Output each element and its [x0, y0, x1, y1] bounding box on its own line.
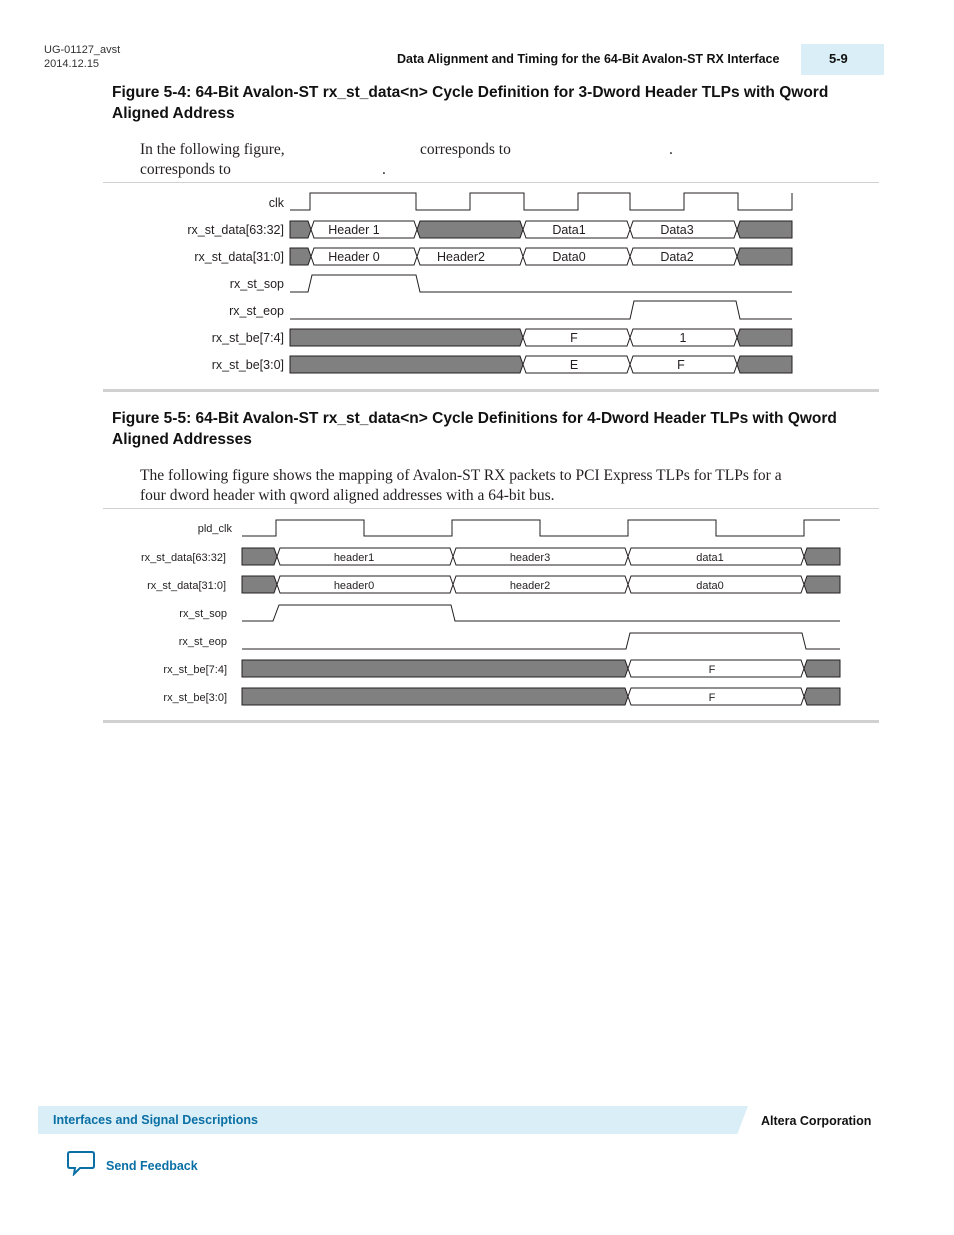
- fig1-signal-eop: rx_st_eop: [229, 304, 284, 318]
- figure-5-4-title-line2: Aligned Address: [112, 105, 235, 122]
- feedback-bubble-icon: [66, 1150, 96, 1181]
- fig1-signal-data-lo: rx_st_data[31:0]: [194, 250, 284, 264]
- fig1-signal-be-lo: rx_st_be[3:0]: [211, 358, 284, 372]
- figure-5-4-bottom-rule: [103, 389, 879, 392]
- fig2-signal-be-hi: rx_st_be[7:4]: [163, 664, 227, 676]
- pld-clk-waveform: [242, 520, 840, 536]
- fig2-data-hi-value: header3: [509, 552, 551, 564]
- sop-waveform: [290, 275, 792, 292]
- fig2-signal-sop: rx_st_sop: [179, 608, 227, 620]
- clk-waveform: [290, 193, 792, 210]
- fig2-data-lo-value: header2: [509, 580, 551, 592]
- figure-5-5-bottom-rule: [103, 720, 879, 723]
- footer-company: Altera Corporation: [761, 1114, 872, 1128]
- figure-5-4-intro-line2-b: .: [382, 161, 386, 178]
- send-feedback-label: Send Feedback: [106, 1158, 198, 1173]
- fig2-signal-data-lo: rx_st_data[31:0]: [147, 580, 226, 592]
- page-number: 5-9: [829, 51, 848, 66]
- eop-waveform: [290, 301, 792, 319]
- fig2-signal-pld-clk: pld_clk: [197, 523, 232, 535]
- fig1-data-hi-value: Data1: [552, 223, 586, 237]
- footer-section-link[interactable]: Interfaces and Signal Descriptions: [53, 1113, 258, 1127]
- fig1-be-hi-bus: [290, 329, 792, 346]
- fig2-data-lo-value: data0: [696, 580, 724, 592]
- fig1-data-lo-value: Data2: [660, 250, 694, 264]
- figure-5-4-timing-diagram: [0, 0, 954, 400]
- fig1-signal-clk: clk: [268, 196, 284, 210]
- fig2-data-hi-value: data1: [696, 552, 724, 564]
- fig1-be-lo-value: E: [569, 358, 579, 372]
- fig1-data-hi-value: Data3: [660, 223, 694, 237]
- fig2-signal-eop: rx_st_eop: [178, 636, 227, 648]
- figure-5-5-title-line1: Figure 5-5: 64-Bit Avalon-ST rx_st_data<n> Cycle Definitions for 4-Dword Header TLPs with Qword: [112, 410, 837, 427]
- fig1-be-hi-value: F: [570, 331, 578, 345]
- figure-5-5-timing-diagram: [0, 500, 954, 720]
- fig1-signal-data-hi: rx_st_data[63:32]: [187, 223, 284, 237]
- fig2-be-lo-bus: [242, 688, 840, 705]
- fig2-be-hi-value: F: [708, 664, 716, 676]
- running-header-title: Data Alignment and Timing for the 64-Bit Avalon-ST RX Interface: [397, 52, 780, 66]
- fig2-signal-be-lo: rx_st_be[3:0]: [163, 692, 227, 704]
- fig2-data-hi-value: header1: [333, 552, 375, 564]
- send-feedback-link[interactable]: [66, 1150, 198, 1181]
- fig1-signal-be-hi: rx_st_be[7:4]: [211, 331, 284, 345]
- eop-waveform: [242, 633, 840, 649]
- figure-5-5-title-line2: Aligned Addresses: [112, 431, 252, 448]
- doc-date: 2014.12.15: [44, 58, 100, 70]
- sop-waveform: [242, 605, 840, 621]
- figure-5-4-intro-line1-a: In the following figure,: [140, 141, 285, 158]
- fig1-be-hi-value: 1: [679, 331, 687, 345]
- fig2-be-lo-value: F: [708, 692, 716, 704]
- fig1-data-lo-value: Data0: [552, 250, 586, 264]
- figure-5-5-title: [112, 408, 852, 450]
- fig1-be-lo-bus: [290, 356, 792, 373]
- figure-5-4-intro-line1-b: corresponds to: [420, 141, 511, 158]
- fig1-data-hi-value: Header 1: [328, 223, 380, 237]
- figure-5-4-intro-line1-c: .: [669, 141, 673, 158]
- figure-5-4-intro-line2-a: corresponds to: [140, 161, 231, 178]
- fig1-data-lo-value: Header2: [437, 250, 485, 264]
- figure-5-5-intro-line1: The following figure shows the mapping of Avalon-ST RX packets to PCI Express TLPs for TLPs for a: [140, 467, 782, 484]
- fig2-data-lo-value: header0: [333, 580, 375, 592]
- fig1-be-lo-value: F: [677, 358, 685, 372]
- figure-5-4-title-line1: Figure 5-4: 64-Bit Avalon-ST rx_st_data<n> Cycle Definition for 3-Dword Header TLPs with Qword: [112, 84, 829, 101]
- figure-5-5-intro-line2: four dword header with qword aligned addresses with a 64-bit bus.: [140, 487, 555, 504]
- fig2-signal-data-hi: rx_st_data[63:32]: [140, 552, 226, 564]
- doc-id: UG-01127_avst: [44, 44, 121, 56]
- fig2-be-hi-bus: [242, 660, 840, 677]
- fig1-signal-sop: rx_st_sop: [229, 277, 284, 291]
- fig1-data-lo-value: Header 0: [328, 250, 380, 264]
